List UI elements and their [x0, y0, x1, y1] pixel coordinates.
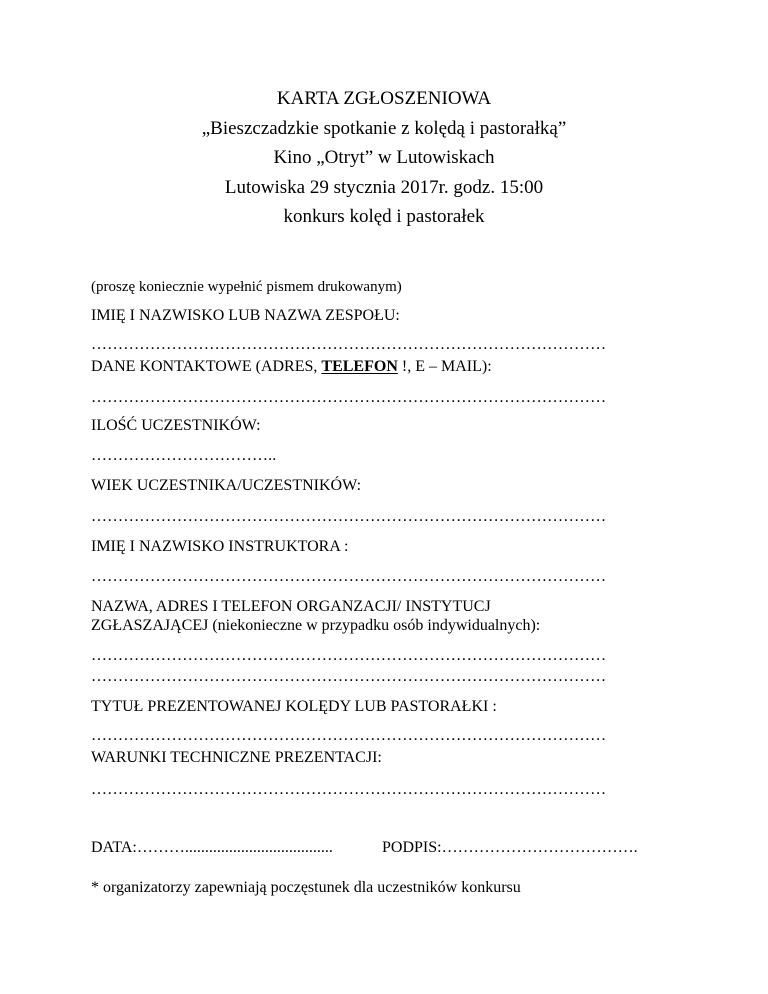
instruction-note: (proszę koniecznie wypełnić pismem drukowanym): [91, 279, 402, 295]
event-contest: konkurs kolęd i pastorałek: [283, 206, 485, 227]
technical-label: WARUNKI TECHNICZNE PREZENTACJI:: [91, 749, 382, 766]
signature-field[interactable]: PODPIS:……………………………….: [382, 839, 638, 856]
organization-field-line2[interactable]: ……………………………………………………………………………………: [91, 668, 607, 685]
name-label: IMIĘ I NAZWISKO LUB NAZWA ZESPOŁU:: [91, 307, 400, 324]
song-title-field[interactable]: ……………………………………………………………………………………: [91, 727, 607, 744]
participants-field[interactable]: ……………………………..: [91, 447, 277, 464]
organization-field-line1[interactable]: ……………………………………………………………………………………: [91, 647, 607, 664]
event-name: „Bieszczadzkie spotkanie z kolędą i pastorałką”: [201, 117, 567, 139]
contact-label-part1: DANE KONTAKTOWE (ADRES,: [91, 358, 322, 375]
name-field[interactable]: ……………………………………………………………………………………: [91, 336, 607, 353]
form-header: [0, 84, 768, 232]
contact-label: [91, 357, 492, 377]
organization-label-line2: ZGŁASZAJĄCEJ (niekonieczne w przypadku osób indywidualnych):: [91, 617, 541, 634]
event-date: Lutowiska 29 stycznia 2017r. godz. 15:00: [224, 176, 544, 198]
organization-label-line1: NAZWA, ADRES I TELEFON ORGANZACJI/ INSTYTUCJ: [91, 598, 491, 615]
event-venue: Kino „Otryt” w Lutowiskach: [273, 147, 495, 168]
date-field[interactable]: DATA:……….....................................: [91, 839, 333, 856]
song-title-label: TYTUŁ PREZENTOWANEJ KOLĘDY LUB PASTORAŁKI :: [91, 698, 497, 715]
contact-label-part2: !, E – MAIL):: [397, 358, 492, 375]
technical-field[interactable]: ……………………………………………………………………………………: [91, 781, 607, 798]
instructor-label: IMIĘ I NAZWISKO INSTRUKTORA :: [91, 538, 349, 555]
instructor-field[interactable]: ……………………………………………………………………………………: [91, 568, 607, 585]
catering-note: * organizatorzy zapewniają poczęstunek dla uczestników konkursu: [91, 879, 521, 896]
participants-label: ILOŚĆ UCZESTNIKÓW:: [91, 417, 261, 434]
contact-label-phone: TELEFON: [321, 358, 398, 375]
age-label: WIEK UCZESTNIKA/UCZESTNIKÓW:: [91, 477, 362, 494]
age-field[interactable]: ……………………………………………………………………………………: [91, 508, 607, 525]
form-title: KARTA ZGŁOSZENIOWA: [276, 88, 492, 109]
contact-field[interactable]: ……………………………………………………………………………………: [91, 389, 607, 406]
